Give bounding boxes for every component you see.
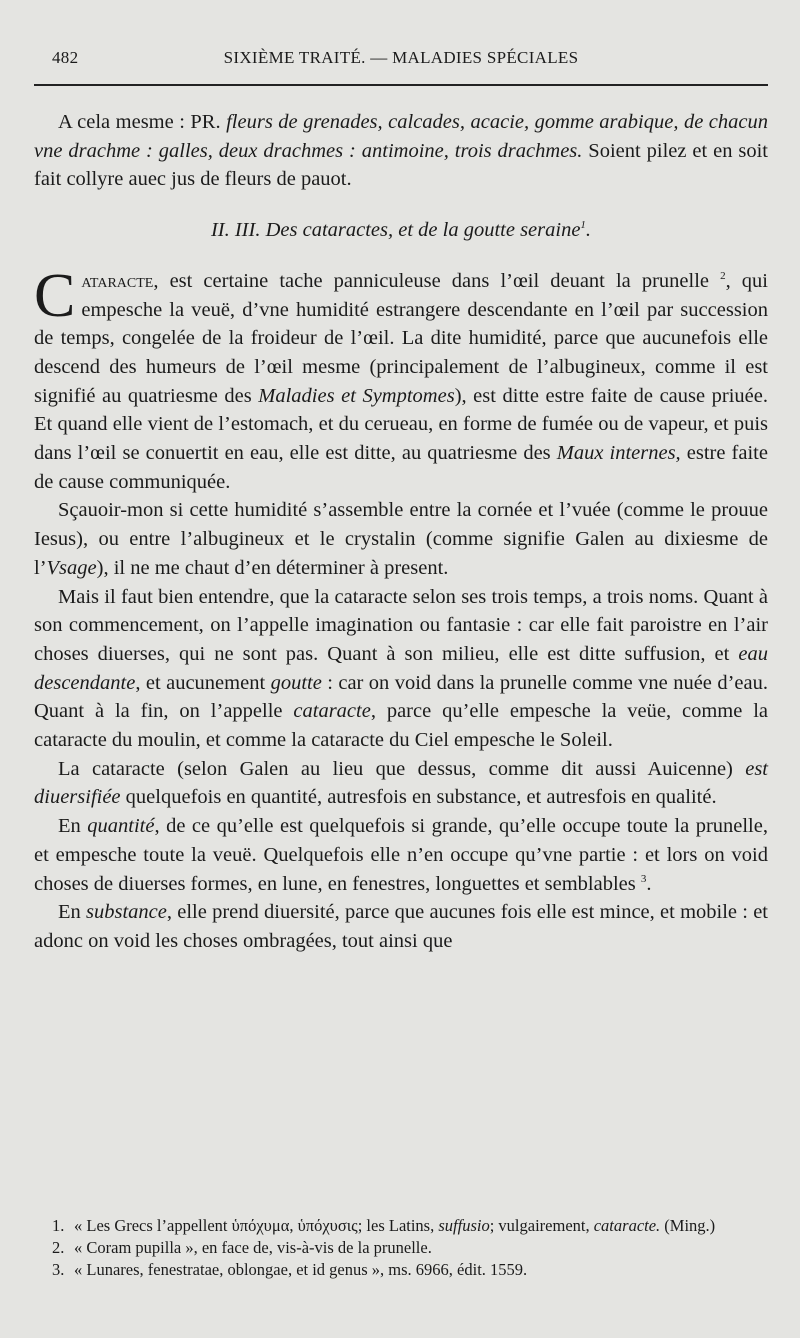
paragraph-substance [34,898,768,955]
para2-text-a: , est certaine tache panniculeuse dans l’œil deuant la prunelle [153,269,721,292]
paragraph-recipe [34,108,768,194]
footnote-ref-2: 2 [720,269,726,282]
para4-text-e: : car on void dans la prunelle comme vne nuée d’eau. Quant à la fin, on l’appelle [34,671,768,723]
para2-italic-c: Maladies et Symptomes [258,384,455,407]
para4-italic-b: eau descendante [34,642,768,694]
footnote-1-number: 1. [52,1216,65,1235]
para7-italic-b: substance [86,901,167,924]
footnote-3-text: « Lunares, fenestratae, oblongae, et id genus », ms. 6966, édit. 1559. [74,1260,528,1279]
running-title: SIXIÈME TRAITÉ. — MALADIES SPÉCIALES [223,48,579,67]
para4-text-g: , parce qu’elle empesche la veüe, comme la cataracte du moulin, et comme la cataracte du Ciel empesche le Soleil. [34,700,768,752]
para2-italic-e: Maux internes, [556,442,681,465]
para5-text-c: quelquefois en quantité, autresfois en substance, et autresfois en qualité. [120,786,717,809]
para2-text-d: ), est ditte estre faite de cause priuée. Et quand elle vient de l’estomach, et du cerueau, en forme de fumée ou de vapeur, et puis dans l’œil se conuertit en eau, elle est ditte, au quatriesme des [34,384,768,465]
footnote-1-text-c: ; vulgairement, [489,1216,594,1235]
page-header [34,48,768,74]
para6-text-c: , de ce qu’elle est quelquefois si grande, qu’elle occupe toute la prunelle, et empesche toute la veuë. Quelquefois elle n’en occupe qu’vne partie : et lors on void choses de diuerses formes, en lune, en fenestres, longuettes et semblables [34,815,768,895]
para6-text-a: En [58,815,88,838]
para5-italic-b: est diuersifiée [34,757,768,809]
para3-italic-b: Vsage [46,556,97,579]
paragraph-cataracte [34,261,768,497]
para4-text-a: Mais il faut bien entendre, que la cataracte selon ses trois temps, a trois noms. Quant à son commencement, on l’appelle imagination ou fantasie : car elle fait paroistre en l’air choses diuerses, qui ne sont pas. Quant à son milieu, elle est ditte suffusion, et [34,585,768,665]
paragraph-trois-noms [34,583,768,755]
drop-cap: C [34,261,76,330]
footnote-1-italic-d: cataracte. [593,1216,661,1235]
section-heading [34,216,768,245]
para6-text-d: . [646,872,652,895]
para3-text-c: ), il ne me chaut d’en déterminer à present. [96,556,449,579]
para1-text-a: A cela mesme : PR. [58,111,227,133]
para7-text-c: , elle prend diuersité, parce que aucunes fois elle est mince, et mobile : et adonc on void les choses ombragées, tout ainsi que [34,901,768,952]
page-number: 482 [52,48,79,67]
section-heading-text: II. III. Des cataractes, et de la goutte seraine [210,219,581,242]
footnote-ref-3: 3 [640,872,647,885]
para6-italic-b: quantité [87,815,155,838]
footnote-1-text-e: (Ming.) [660,1216,716,1235]
footnote-1 [34,1215,768,1237]
paragraph-quantite [34,812,768,898]
para7-text-a: En [58,901,87,924]
main-text [34,108,768,956]
footnote-3-number: 3. [52,1260,65,1279]
section-heading-end: . [585,219,592,242]
footnote-1-text-a: « Les Grecs l’appellent ὑπόχυμα, ὑπόχυσις; les Latins, [74,1216,439,1235]
para5-text-a: La cataracte (selon Galen au lieu que dessus, comme dit aussi Auicenne) [58,757,746,780]
para4-text-c: , et aucunement [135,671,271,694]
para4-italic-d: goutte [270,671,322,694]
para3-text-a: Sçauoir-mon si cette humidité s’assemble entre la cornée et l’vuée (comme le prouue Iesus), ou entre l’albugineux et le crystalin (comme signifie Galen au dixiesme de l’ [34,499,768,579]
header-rule [34,84,768,86]
para1-text-c: Soient pilez et en soit fait collyre auec jus de fleurs de pauot. [34,139,768,191]
footnote-1-italic-b: suffusio [438,1216,490,1235]
para1-italic-b: fleurs de grenades, calcades, acacie, gomme arabique, de chacun vne drachme : galles, deux drachmes : antimoine, trois drachmes. [34,111,768,162]
footnote-2-number: 2. [52,1238,65,1257]
footnotes [34,1215,768,1281]
para2-text-f: estre faite de cause communiquée. [34,442,768,493]
para2-smallcaps: ataracte [81,269,154,292]
para4-italic-f: cataracte [293,700,371,723]
footnote-ref-1: 1 [580,219,586,232]
footnote-2 [34,1237,768,1259]
paragraph-diuersifiee [34,755,768,812]
footnote-3 [34,1259,768,1281]
para2-text-b: , qui empesche la veuë, d’vne humidité estrangere descendante en l’œil par succession de temps, congelée de la froideur de l’œil. La dite humidité, parce que aucunefois elle descend des humeurs de l’œil mesme (principalement de l’albugineux, comme il est signifié au quatriesme des [34,269,768,407]
paragraph-scauoir [34,496,768,582]
footnote-2-text: « Coram pupilla », en face de, vis-à-vis de la prunelle. [74,1238,432,1257]
